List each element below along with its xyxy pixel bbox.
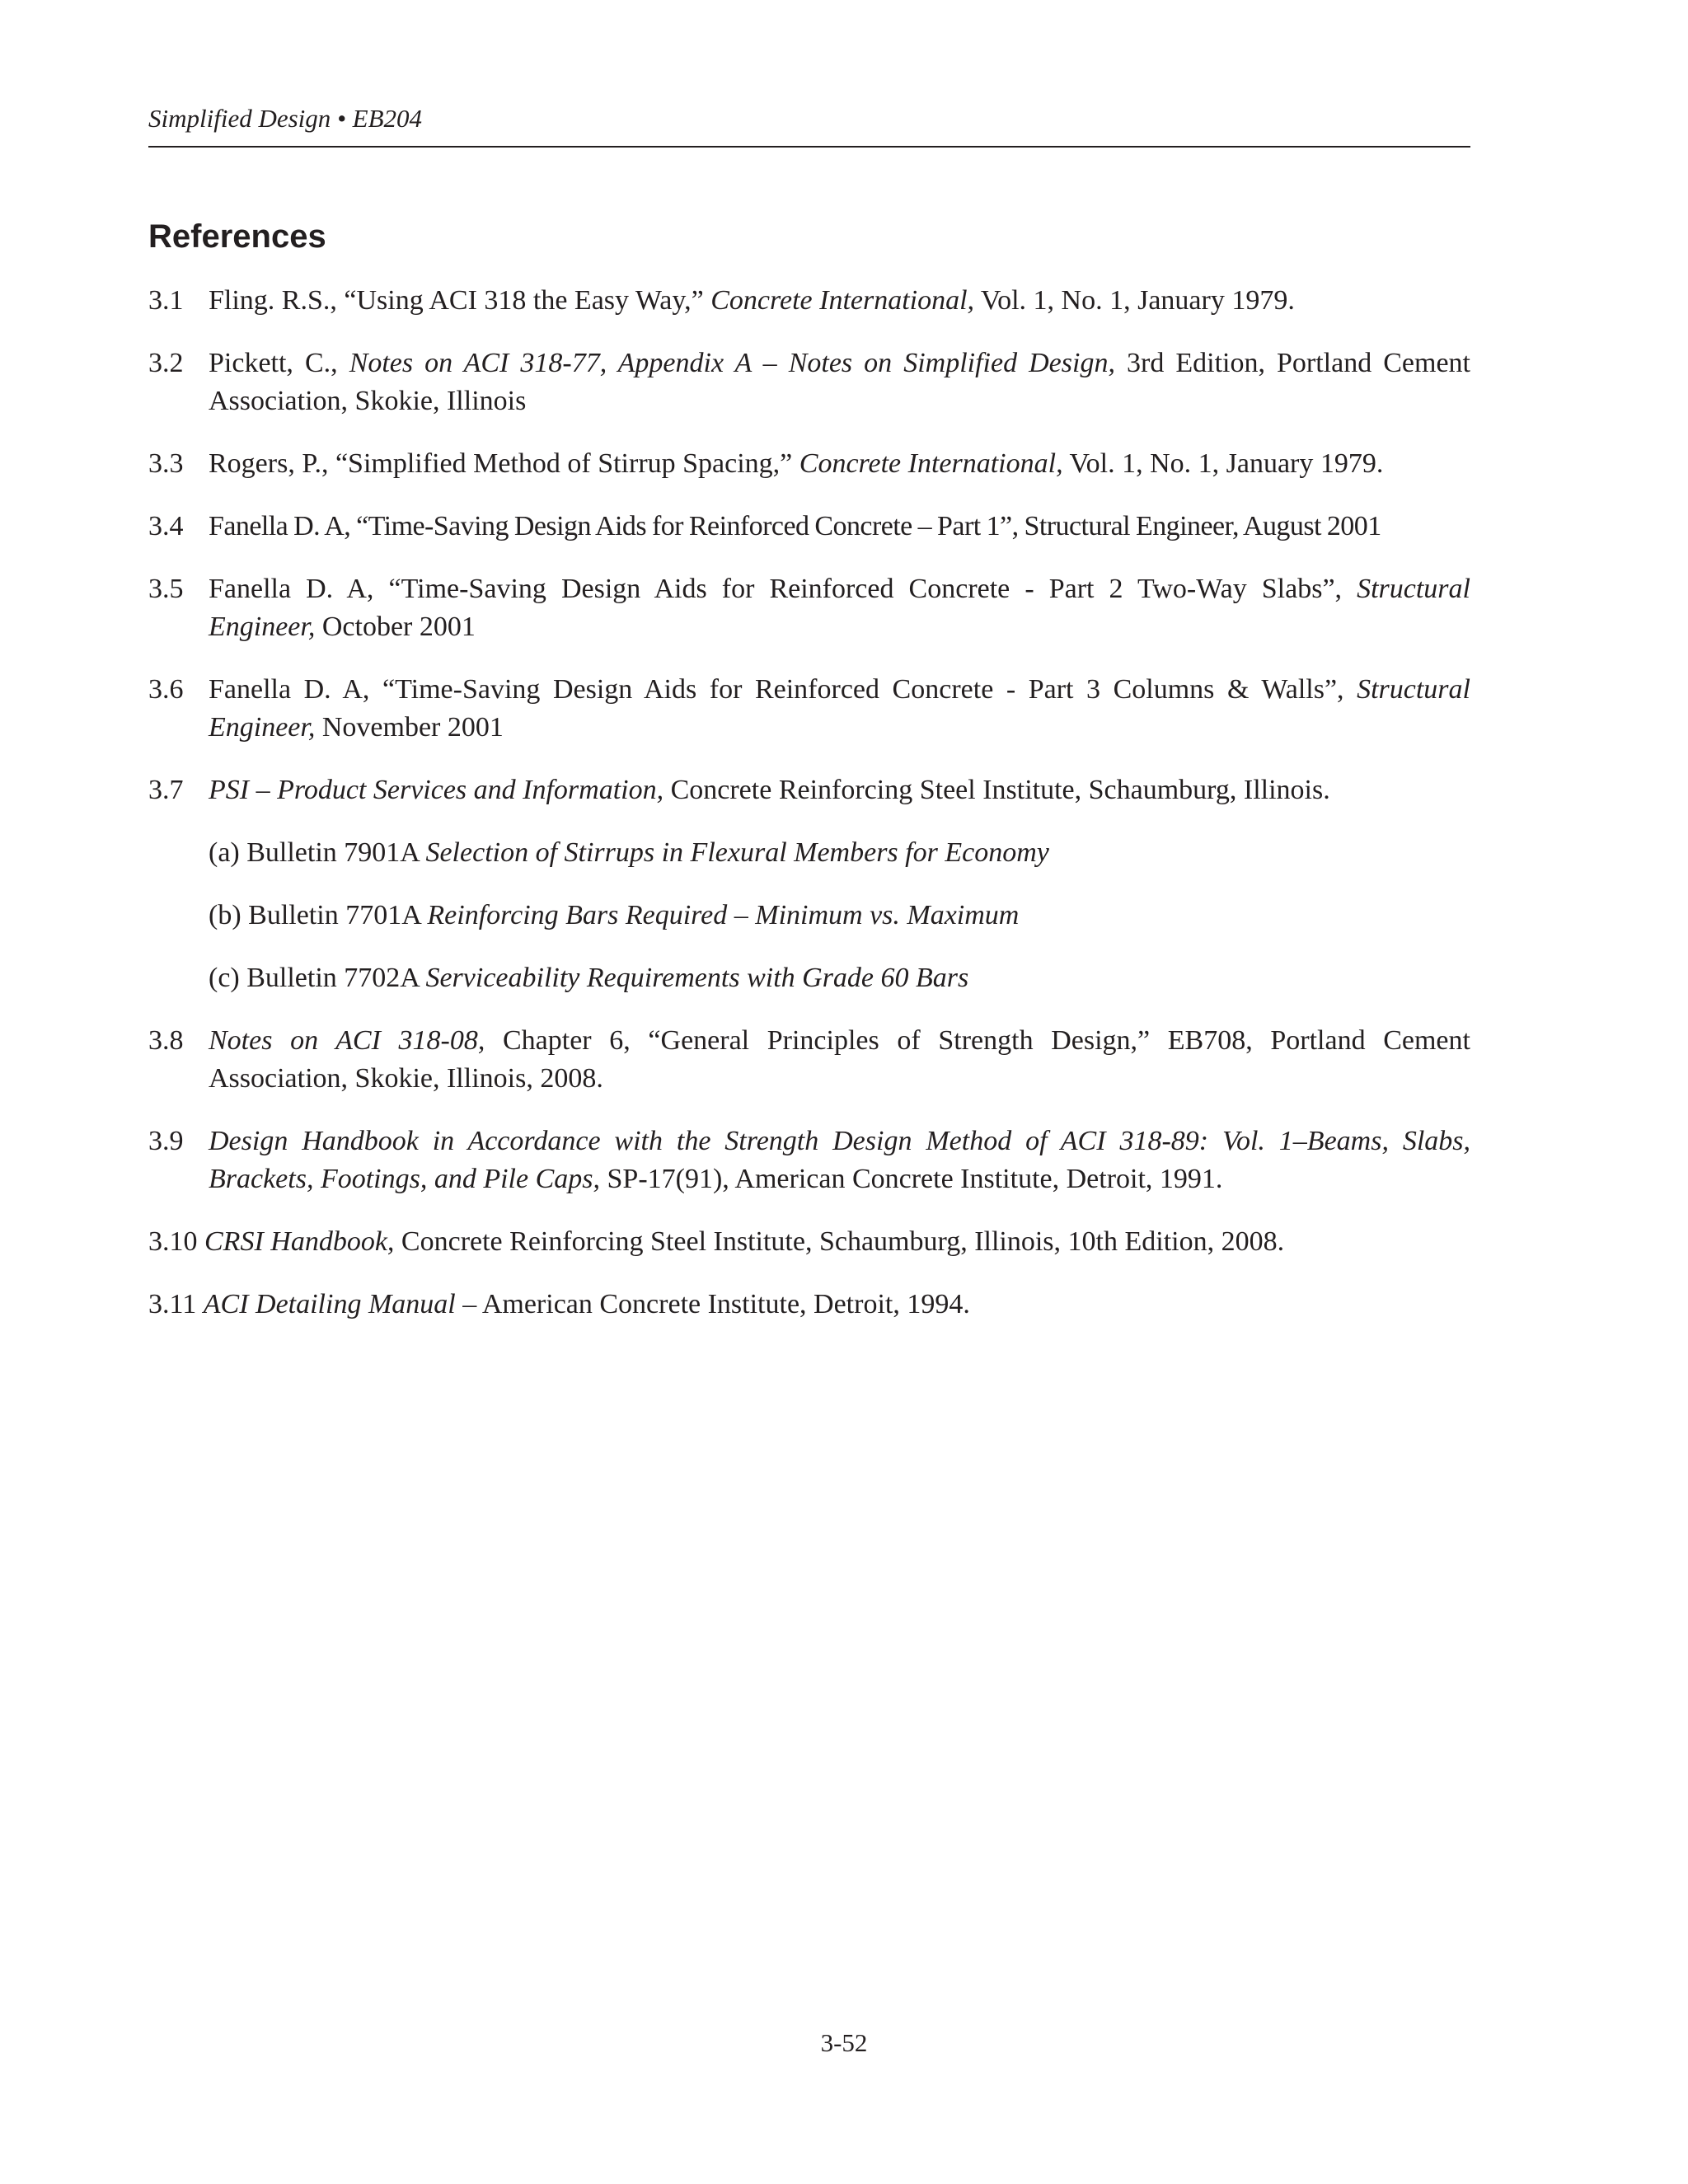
bulletin-title: Serviceability Requirements with Grade 60 Bars (425, 963, 969, 993)
reference-text: Rogers, P., “Simplified Method of Stirrup Spacing,” (209, 448, 799, 479)
reference-number: 3.9 (148, 1126, 184, 1156)
reference-text: Fanella D. A, “Time-Saving Design Aids for Reinforced Concrete - Part 3 Columns & Walls”, (209, 674, 1357, 705)
reference-3-10 (148, 1223, 1470, 1261)
reference-3-9 (148, 1122, 1470, 1198)
reference-title: Notes on ACI 318-08, (209, 1025, 485, 1056)
reference-3-8 (148, 1022, 1470, 1098)
reference-title: Structural Engineer, (209, 574, 1470, 642)
reference-number: 3.1 (148, 285, 184, 316)
reference-text: Fling. R.S., “Using ACI 318 the Easy Way,” (209, 285, 711, 316)
bulletin-a (148, 834, 1470, 872)
reference-text: Fanella D. A, “Time-Saving Design Aids for Reinforced Concrete - Part 2 Two-Way Slabs”, (209, 574, 1357, 604)
reference-text: 3rd Edition, Portland Cement Association, Skokie, Illinois (209, 348, 1470, 416)
reference-title: Notes on ACI 318-77, Appendix A – Notes on Simplified Design, (349, 348, 1115, 378)
reference-number: 3.2 (148, 348, 184, 378)
reference-text: Vol. 1, No. 1, January 1979. (1062, 448, 1384, 479)
reference-3-2 (148, 344, 1470, 420)
reference-title: CRSI Handbook, (204, 1226, 395, 1257)
header-rule (148, 146, 1470, 148)
page-number: 3-52 (820, 2028, 868, 2057)
reference-3-6 (148, 671, 1470, 747)
reference-text: Concrete Reinforcing Steel Institute, Schaumburg, Illinois. (663, 775, 1330, 805)
reference-title: Design Handbook in Accordance with the Strength Design Method of ACI 318-89: Vol. 1–Beams, Slabs, Brackets, Footings, and Pile Caps, (209, 1126, 1470, 1194)
reference-text: November 2001 (315, 712, 504, 743)
reference-number: 3.3 (148, 448, 184, 479)
bulletin-text: (b) Bulletin 7701A (209, 900, 428, 930)
bulletin-text: (a) Bulletin 7901A (209, 837, 426, 868)
running-header: Simplified Design • EB204 (148, 104, 423, 133)
reference-3-11 (148, 1286, 1470, 1324)
reference-3-4 (148, 508, 1470, 546)
reference-text: Fanella D. A, “Time-Saving Design Aids for Reinforced Concrete – Part 1”, Structural Engineer, August 2001 (209, 511, 1381, 541)
reference-number: 3.10 (148, 1226, 198, 1257)
reference-text: Vol. 1, No. 1, January 1979. (974, 285, 1295, 316)
section-title: References (148, 218, 326, 255)
reference-number: 3.7 (148, 775, 184, 805)
reference-text: – American Concrete Institute, Detroit, 1994. (455, 1289, 970, 1319)
bulletin-text: (c) Bulletin 7702A (209, 963, 426, 993)
reference-text: Chapter 6, “General Principles of Strength Design,” EB708, Portland Cement Association, Skokie, Illinois, 2008. (209, 1025, 1470, 1094)
reference-number: 3.6 (148, 674, 184, 705)
bulletin-c (148, 959, 1470, 997)
reference-number: 3.11 (148, 1289, 197, 1319)
reference-3-5 (148, 570, 1470, 646)
reference-3-3 (148, 445, 1470, 483)
reference-title: PSI – Product Services and Information, (209, 775, 664, 805)
bulletin-title: Reinforcing Bars Required – Minimum vs. Maximum (427, 900, 1020, 930)
reference-number: 3.4 (148, 511, 184, 541)
reference-title: ACI Detailing Manual (203, 1289, 456, 1319)
bulletin-b (148, 897, 1470, 935)
reference-title: Concrete International, (799, 448, 1063, 479)
reference-3-7 (148, 771, 1470, 809)
reference-number: 3.8 (148, 1025, 184, 1056)
bulletin-title: Selection of Stirrups in Flexural Members for Economy (425, 837, 1049, 868)
reference-text: Concrete Reinforcing Steel Institute, Schaumburg, Illinois, 10th Edition, 2008. (394, 1226, 1285, 1257)
reference-number: 3.5 (148, 574, 184, 604)
reference-text: October 2001 (315, 612, 476, 642)
reference-3-1 (148, 282, 1470, 320)
reference-text: SP-17(91), American Concrete Institute, Detroit, 1991. (600, 1164, 1223, 1194)
reference-text: Pickett, C., (209, 348, 349, 378)
reference-list (148, 282, 1470, 1348)
reference-title: Structural Engineer, (209, 674, 1470, 743)
reference-title: Concrete International, (710, 285, 975, 316)
